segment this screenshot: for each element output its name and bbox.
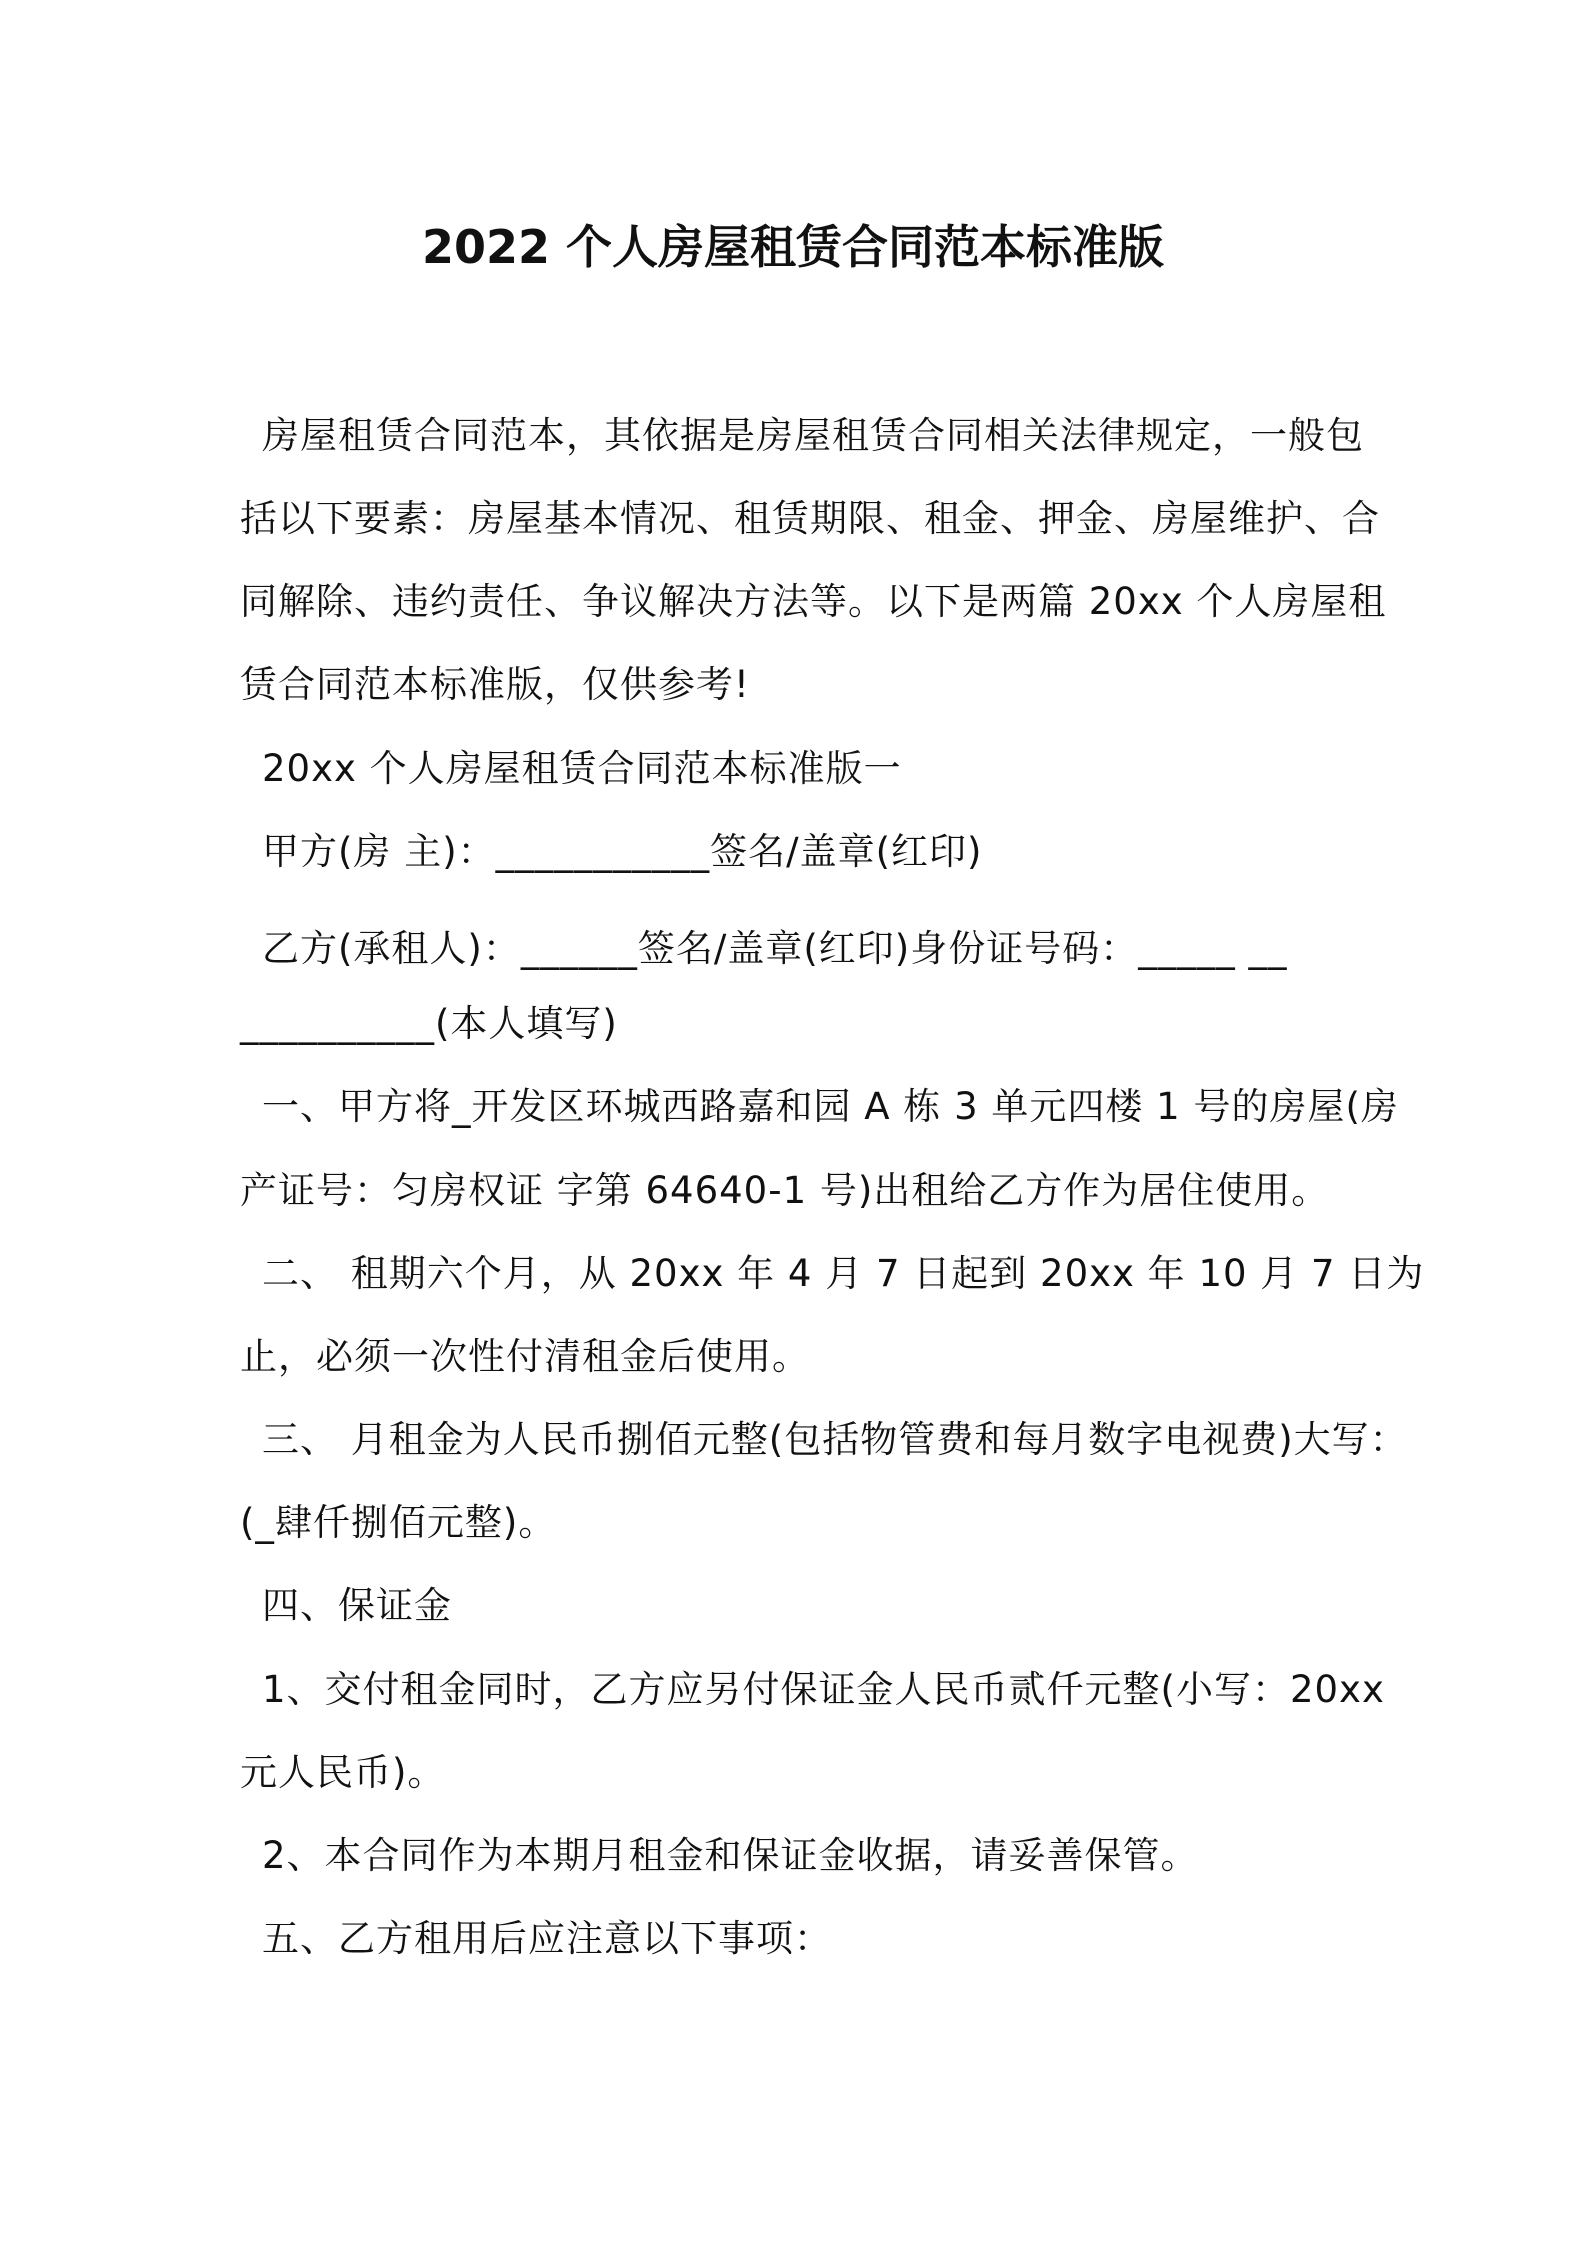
clause-3-line-1: 三、 月租金为人民币捌佰元整(包括物管费和每月数字电视费)大写： (262, 1418, 1408, 1461)
clause-1-line-1: 一、甲方将_开发区环城西路嘉和园 A 栋 3 单元四楼 1 号的房屋(房 (262, 1085, 1399, 1128)
clause-2-line-1: 二、 租期六个月，从 20xx 年 4 月 7 日起到 20xx 年 10 月 7 日为 (262, 1252, 1425, 1295)
clause-3-line-2: (_肆仟捌佰元整)。 (240, 1501, 557, 1544)
clause-1-line-2: 产证号：匀房权证 字第 64640-1 号)出租给乙方作为居住使用。 (240, 1169, 1330, 1212)
clause-4-item-1-line-1: 1、交付租金同时，乙方应另付保证金人民币贰仟元整(小写：20xx (262, 1668, 1385, 1711)
clause-4-heading: 四、保证金 (262, 1584, 452, 1627)
contract-subtitle: 20xx 个人房屋租赁合同范本标准版一 (262, 747, 902, 790)
clause-5-heading: 五、乙方租用后应注意以下事项： (262, 1917, 832, 1960)
clause-4-item-2: 2、本合同作为本期月租金和保证金收据，请妥善保管。 (262, 1834, 1199, 1877)
party-b-line-cont: __________(本人填写) (240, 1002, 618, 1045)
body-line-2: 括以下要素：房屋基本情况、租赁期限、租金、押金、房屋维护、合 (240, 497, 1380, 540)
party-a-line: 甲方(房 主)：___________签名/盖章(红印) (262, 830, 983, 873)
clause-2-line-2: 止，必须一次性付清租金后使用。 (240, 1335, 810, 1378)
party-b-line: 乙方(承租人)：______签名/盖章(红印)身份证号码：_____ __ (262, 927, 1288, 970)
body-line-4: 赁合同范本标准版，仅供参考! (240, 663, 750, 706)
clause-4-item-1-line-2: 元人民币)。 (240, 1751, 446, 1794)
body-line-1: 房屋租赁合同范本，其依据是房屋租赁合同相关法律规定，一般包 (262, 414, 1364, 457)
document-title: 2022 个人房屋租赁合同范本标准版 (421, 220, 1165, 274)
body-line-3: 同解除、违约责任、争议解决方法等。以下是两篇 20xx 个人房屋租 (240, 580, 1387, 623)
